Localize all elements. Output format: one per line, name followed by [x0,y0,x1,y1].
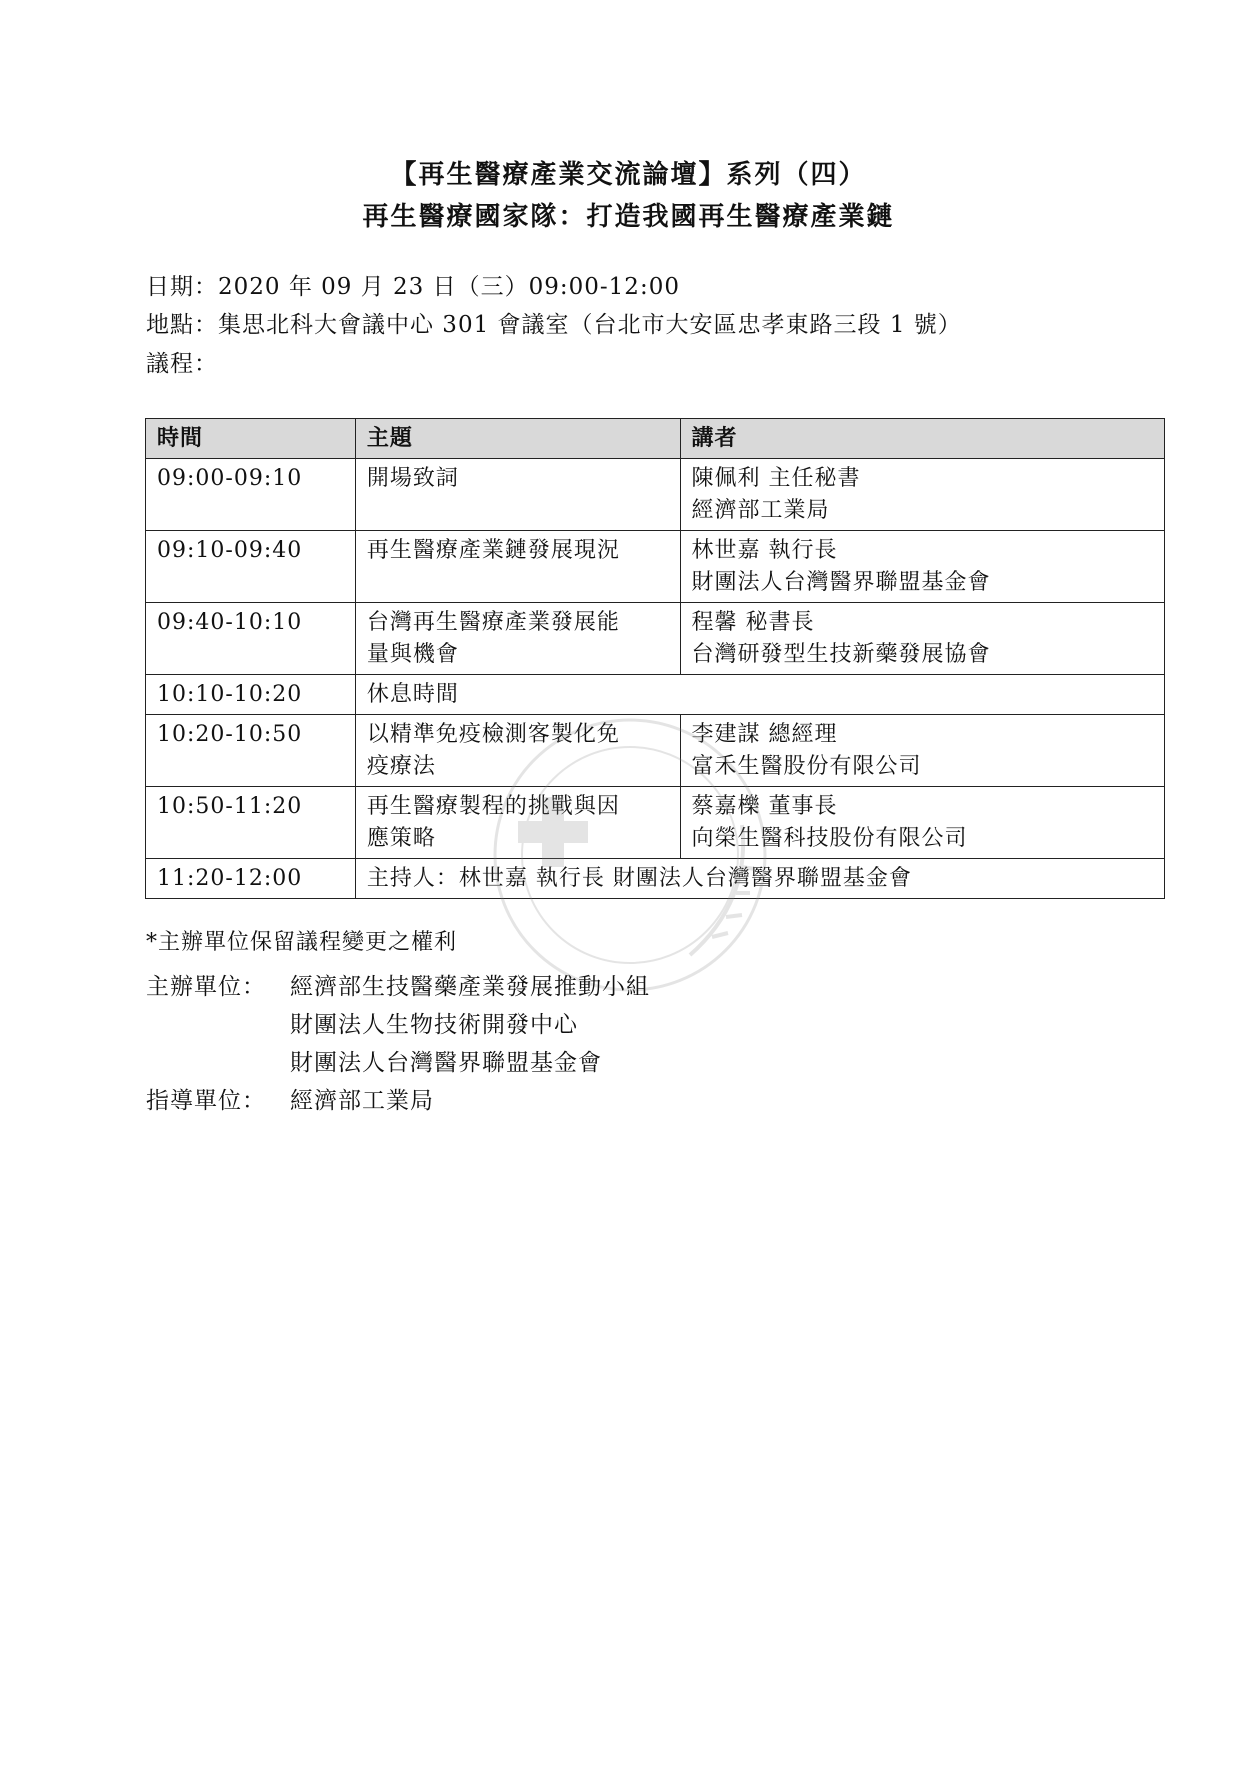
cell-topic [355,603,680,675]
cell-time: 11:20-12:00 [146,859,356,899]
topic-line: 再生醫療製程的挑戰與因 [366,794,620,819]
organizer-label: 主辦單位： [146,974,266,1000]
speaker-name: 程馨 秘書長 [691,610,815,635]
cell-time: 09:40-10:10 [146,603,356,675]
cell-time: 10:20-10:50 [146,715,356,787]
header-topic: 主題 [355,419,680,459]
cell-topic [355,787,680,859]
page-title-line2: 再生醫療國家隊：打造我國再生醫療產業鏈 [362,202,895,232]
cell-speaker [680,603,1164,675]
agenda-table [145,418,1165,899]
header-speaker: 講者 [680,419,1164,459]
event-date: 日期：2020 年 09 月 23 日（三）09:00-12:00 [146,274,680,300]
organizer-item: 財團法人台灣醫界聯盟基金會 [290,1050,602,1076]
agenda-label: 議程： [146,351,218,377]
speaker-org: 經濟部工業局 [691,498,830,523]
cell-topic [355,715,680,787]
cell-time: 09:00-09:10 [146,459,356,531]
table-row [146,675,1165,715]
cell-speaker [680,459,1164,531]
guidance-label: 指導單位： [146,1088,266,1114]
cell-speaker [680,531,1164,603]
speaker-org: 富禾生醫股份有限公司 [691,754,922,779]
speaker-name: 李建謀 總經理 [691,722,838,747]
cell-time: 09:10-09:40 [146,531,356,603]
table-row [146,715,1165,787]
table-row [146,603,1165,675]
topic-line: 開場致詞 [366,466,459,491]
cell-time: 10:50-11:20 [146,787,356,859]
organizer-item: 財團法人生物技術開發中心 [290,1012,578,1038]
speaker-name: 林世嘉 執行長 [691,538,838,563]
cell-topic [355,531,680,603]
topic-line: 疫療法 [366,754,436,779]
cell-speaker [680,787,1164,859]
cell-topic [355,459,680,531]
cell-merged: 主持人：林世嘉 執行長 財團法人台灣醫界聯盟基金會 [355,859,1164,899]
table-row [146,459,1165,531]
table-row [146,787,1165,859]
topic-line: 台灣再生醫療產業發展能 [366,610,620,635]
topic-line: 應策略 [366,826,436,851]
organizer-item: 經濟部生技醫藥產業發展推動小組 [290,974,650,1000]
page-title-line1: 【再生醫療產業交流論壇】系列（四） [390,160,867,190]
cell-speaker [680,715,1164,787]
table-row [146,531,1165,603]
change-notice: *主辦單位保留議程變更之權利 [146,930,458,955]
speaker-org: 向榮生醫科技股份有限公司 [691,826,968,851]
event-venue: 地點：集思北科大會議中心 301 會議室（台北市大安區忠孝東路三段 1 號） [146,312,962,338]
speaker-name: 蔡嘉櫟 董事長 [691,794,838,819]
table-header-row [146,419,1165,459]
table-row [146,859,1165,899]
topic-line: 以精準免疫檢測客製化免 [366,722,620,747]
speaker-name: 陳佩利 主任秘書 [691,466,861,491]
topic-line: 量與機會 [366,642,459,667]
speaker-org: 財團法人台灣醫界聯盟基金會 [691,570,991,595]
guidance-item: 經濟部工業局 [290,1088,434,1114]
topic-line: 再生醫療產業鏈發展現況 [366,538,620,563]
header-time: 時間 [146,419,356,459]
cell-merged: 休息時間 [355,675,1164,715]
cell-time: 10:10-10:20 [146,675,356,715]
speaker-org: 台灣研發型生技新藥發展協會 [691,642,991,667]
